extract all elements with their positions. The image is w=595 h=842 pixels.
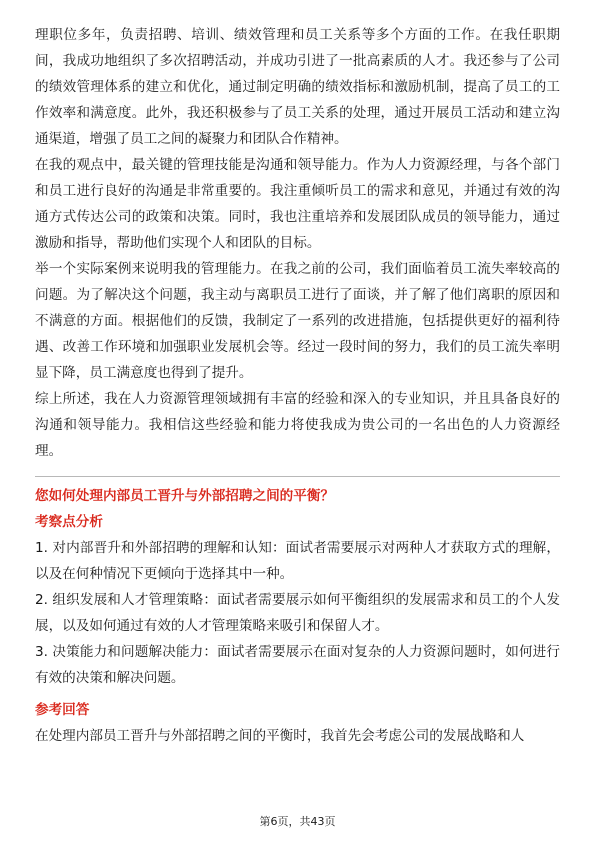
body-paragraph: 在我的观点中，最关键的管理技能是沟通和领导能力。作为人力资源经理，与各个部门和员工进行良好的沟通是非常重要的。我注重倾听员工的需求和意见，并通过有效的沟通方式传达公司的政策和决策。同时，我也注重培养和发展团队成员的领导能力，通过激励和指导，帮助他们实现个人和团队的目标。 <box>35 157 560 251</box>
question-title: 您如何处理内部员工晋升与外部招聘之间的平衡？ <box>35 488 335 504</box>
page-number-footer: 第6页，共43页 <box>259 815 336 828</box>
analysis-point: 2. 组织发展和人才管理策略：面试者需要展示如何平衡组织的发展需求和员工的个人发展，以及如何通过有效的人才管理策略来吸引和保留人才。 <box>35 592 560 634</box>
body-paragraph: 综上所述，我在人力资源管理领域拥有丰富的经验和深入的专业知识，并且具备良好的沟通和领导能力。我相信这些经验和能力将使我成为贵公司的一名出色的人力资源经理。 <box>35 391 560 459</box>
analysis-heading: 考察点分析 <box>35 514 103 530</box>
body-paragraph: 举一个实际案例来说明我的管理能力。在我之前的公司，我们面临着员工流失率较高的问题。为了解决这个问题，我主动与离职员工进行了面谈，并了解了他们离职的原因和不满意的方面。根据他们的反馈，我制定了一系列的改进措施，包括提供更好的福利待遇、改善工作环境和加强职业发展机会等。经过一段时间的努力，我们的员工流失率明显下降，员工满意度也得到了提升。 <box>35 261 560 381</box>
answer-paragraph: 在处理内部员工晋升与外部招聘之间的平衡时，我首先会考虑公司的发展战略和人 <box>35 728 525 744</box>
answer-heading: 参考回答 <box>35 702 90 718</box>
body-paragraph: 理职位多年，负责招聘、培训、绩效管理和员工关系等多个方面的工作。在我任职期间，我成功地组织了多次招聘活动，并成功引进了一批高素质的人才。我还参与了公司的绩效管理体系的建立和优化，通过制定明确的绩效指标和激励机制，提高了员工的工作效率和满意度。此外，我还积极参与了员工关系的处理，通过开展员工活动和建立沟通渠道，增强了员工之间的凝聚力和团队合作精神。 <box>35 27 560 147</box>
analysis-point: 3. 决策能力和问题解决能力：面试者需要展示在面对复杂的人力资源问题时，如何进行有效的决策和解决问题。 <box>35 644 560 686</box>
section-divider <box>35 476 560 477</box>
document-body <box>35 22 560 749</box>
analysis-point: 1. 对内部晋升和外部招聘的理解和认知：面试者需要展示对两种人才获取方式的理解，以及在何种情况下更倾向于选择其中一种。 <box>35 540 560 582</box>
